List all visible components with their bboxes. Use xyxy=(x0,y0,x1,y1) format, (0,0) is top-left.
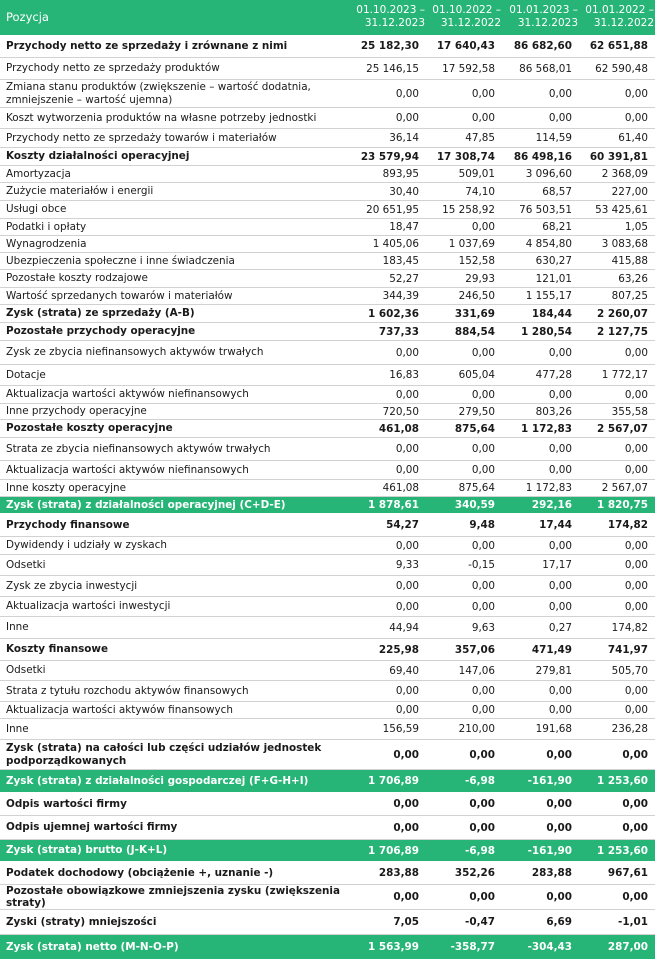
row-value: 23 579,94 xyxy=(360,150,419,163)
table-row xyxy=(0,438,655,461)
row-value: 279,81 xyxy=(535,664,572,677)
row-value: 292,16 xyxy=(531,499,572,511)
row-value: 0,00 xyxy=(546,798,572,810)
row-value: 287,00 xyxy=(607,941,648,953)
row-value: 0,00 xyxy=(548,539,572,552)
row-label: Przychody netto ze sprzedaży i zrównane z nimi xyxy=(6,39,288,52)
row-value: 76 503,51 xyxy=(519,203,572,216)
row-value: 0,00 xyxy=(395,443,419,455)
table-row xyxy=(0,719,655,740)
row-value: 61,40 xyxy=(618,132,648,144)
table-row xyxy=(0,935,655,960)
row-value: -358,77 xyxy=(450,941,495,953)
row-value: 246,50 xyxy=(458,290,495,302)
row-value: 4 854,80 xyxy=(525,238,572,250)
table-row xyxy=(0,862,655,885)
row-value: 0,00 xyxy=(395,388,419,401)
table-row xyxy=(0,840,655,862)
row-value: 0,00 xyxy=(548,388,572,401)
row-value: 0,00 xyxy=(624,685,648,697)
row-label: Aktualizacja wartości aktywów niefinansowych xyxy=(6,388,249,401)
row-label: Koszty działalności operacyjnej xyxy=(6,150,190,163)
row-value: 17 308,74 xyxy=(436,150,495,163)
table-row xyxy=(0,537,655,555)
row-value: 461,08 xyxy=(382,482,419,494)
row-value: 0,00 xyxy=(471,221,495,233)
row-value: 7,05 xyxy=(393,916,419,928)
row-label: Koszt wytworzenia produktów na własne potrzeby jednostki xyxy=(6,111,317,124)
row-label: Inne xyxy=(6,722,29,735)
row-value: 461,08 xyxy=(378,422,419,435)
table-row xyxy=(0,770,655,793)
row-value: 1 820,75 xyxy=(597,499,648,511)
row-value: 505,70 xyxy=(611,664,648,677)
row-value: 15 258,92 xyxy=(442,203,495,216)
row-value: 54,27 xyxy=(386,519,419,531)
row-label: Wynagrodzenia xyxy=(6,237,87,250)
row-value: 191,68 xyxy=(535,723,572,735)
row-value: 0,00 xyxy=(624,346,648,359)
table-row xyxy=(0,386,655,404)
row-label: Podatek dochodowy (obciążenie +, uznanie -) xyxy=(6,866,274,879)
row-value: 1 172,83 xyxy=(525,482,572,494)
row-label: Zysk (strata) na całości lub części udziałów jednostek podporządkowanych xyxy=(6,742,322,767)
row-value: 1 706,89 xyxy=(368,844,419,857)
header-period-q4-2022: 01.10.2022 – 31.12.2022 xyxy=(432,4,501,29)
row-value: 0,00 xyxy=(471,87,495,100)
row-value: 210,00 xyxy=(458,723,495,735)
row-value: 86 682,60 xyxy=(513,40,572,52)
row-value: 0,00 xyxy=(624,559,648,571)
row-value: 53 425,61 xyxy=(595,203,648,216)
row-value: 25 146,15 xyxy=(366,62,419,75)
row-value: 0,00 xyxy=(471,464,495,476)
row-value: 68,21 xyxy=(542,221,572,233)
row-value: 415,88 xyxy=(611,255,648,267)
table-row xyxy=(0,740,655,770)
row-label: Usługi obce xyxy=(6,203,67,216)
row-value: 0,00 xyxy=(395,464,419,476)
row-value: 17 640,43 xyxy=(436,40,495,52)
row-label: Zysk (strata) z działalności gospodarczej (F+G-H+I) xyxy=(6,774,309,787)
table-row xyxy=(0,323,655,341)
table-row xyxy=(0,497,655,514)
row-label: Zysk ze zbycia inwestycji xyxy=(6,579,138,592)
row-value: 344,39 xyxy=(382,290,419,302)
row-value: 0,00 xyxy=(393,748,419,761)
row-value: 0,00 xyxy=(395,704,419,716)
table-row xyxy=(0,148,655,166)
row-value: 156,59 xyxy=(382,723,419,735)
row-value: 2 567,07 xyxy=(601,482,648,494)
table-row xyxy=(0,270,655,288)
row-value: 0,00 xyxy=(622,798,648,810)
row-value: 20 651,95 xyxy=(366,203,419,216)
row-value: 184,44 xyxy=(531,307,572,320)
row-value: -6,98 xyxy=(465,775,495,787)
row-value: 30,40 xyxy=(389,185,419,198)
header-label: Pozycja xyxy=(6,10,49,24)
row-label: Zmiana stanu produktów (zwiększenie – wartość dodatnia, zmniejszenie – wartość ujemna) xyxy=(6,81,311,106)
row-value: 0,00 xyxy=(469,748,495,761)
row-value: 0,00 xyxy=(624,87,648,100)
row-value: 1 772,17 xyxy=(601,369,648,381)
row-value: 355,58 xyxy=(611,405,648,418)
row-value: 0,00 xyxy=(624,112,648,124)
row-value: 236,28 xyxy=(611,723,648,735)
table-row xyxy=(0,617,655,639)
row-value: 16,83 xyxy=(389,369,419,381)
table-row xyxy=(0,420,655,438)
row-value: 2 368,09 xyxy=(601,168,648,180)
row-label: Odsetki xyxy=(6,558,46,571)
row-value: 720,50 xyxy=(382,405,419,418)
row-label: Inne przychody operacyjne xyxy=(6,405,147,418)
table-row xyxy=(0,404,655,420)
row-value: 1,05 xyxy=(624,221,648,233)
row-value: 3 096,60 xyxy=(525,168,572,180)
row-value: 509,01 xyxy=(458,168,495,180)
row-value: 0,00 xyxy=(395,580,419,592)
table-row xyxy=(0,305,655,323)
row-value: 0,00 xyxy=(624,580,648,592)
row-label: Podatki i opłaty xyxy=(6,220,87,233)
row-value: 0,00 xyxy=(624,704,648,716)
table-row xyxy=(0,166,655,183)
row-value: 0,00 xyxy=(395,685,419,697)
table-row xyxy=(0,910,655,935)
row-value: 2 127,75 xyxy=(597,325,648,338)
row-value: 86 568,01 xyxy=(519,62,572,75)
row-value: 0,00 xyxy=(393,821,419,834)
row-value: 0,00 xyxy=(622,891,648,903)
row-label: Pozostałe koszty operacyjne xyxy=(6,422,173,435)
row-value: 352,26 xyxy=(454,867,495,879)
row-label: Przychody netto ze sprzedaży towarów i materiałów xyxy=(6,131,277,144)
table-row xyxy=(0,253,655,270)
row-value: 875,64 xyxy=(454,422,495,435)
row-value: 74,10 xyxy=(465,185,495,198)
row-value: 0,00 xyxy=(548,346,572,359)
row-value: 0,00 xyxy=(622,821,648,834)
table-row xyxy=(0,201,655,219)
row-value: 0,00 xyxy=(395,600,419,613)
row-value: 9,33 xyxy=(395,559,419,571)
row-value: 0,00 xyxy=(471,112,495,124)
row-label: Aktualizacja wartości aktywów finansowych xyxy=(6,703,233,716)
row-value: 63,26 xyxy=(618,272,648,285)
row-value: 0,00 xyxy=(471,443,495,455)
row-label: Ubezpieczenia społeczne i inne świadczenia xyxy=(6,254,235,267)
row-value: 6,69 xyxy=(546,916,572,928)
row-value: -0,47 xyxy=(465,916,495,928)
row-value: 1 878,61 xyxy=(368,499,419,511)
row-value: 17,44 xyxy=(539,519,572,531)
row-value: 52,27 xyxy=(389,272,419,285)
row-value: 331,69 xyxy=(454,307,495,320)
row-value: 340,59 xyxy=(454,499,495,511)
row-label: Aktualizacja wartości aktywów niefinansowych xyxy=(6,463,249,476)
row-value: 86 498,16 xyxy=(513,150,572,163)
row-value: 18,47 xyxy=(389,221,419,233)
table-row xyxy=(0,514,655,537)
row-value: 0,00 xyxy=(471,388,495,401)
row-value: 174,82 xyxy=(611,621,648,634)
row-value: 0,00 xyxy=(471,539,495,552)
row-value: -0,15 xyxy=(468,559,495,571)
table-row xyxy=(0,288,655,305)
table-row xyxy=(0,793,655,816)
row-label: Pozostałe obowiązkowe zmniejszenia zysku (zwiększenia straty) xyxy=(6,884,340,909)
row-value: 68,57 xyxy=(542,185,572,198)
row-value: 0,00 xyxy=(546,891,572,903)
row-value: 0,00 xyxy=(548,87,572,100)
row-value: 9,63 xyxy=(471,621,495,634)
row-value: 0,00 xyxy=(395,87,419,100)
row-value: 17,17 xyxy=(542,559,572,571)
row-value: 605,04 xyxy=(458,369,495,381)
row-label: Zysk (strata) ze sprzedaży (A-B) xyxy=(6,307,195,320)
row-value: 0,00 xyxy=(395,346,419,359)
row-value: 2 567,07 xyxy=(597,422,648,435)
row-value: 803,26 xyxy=(535,405,572,418)
row-value: 741,97 xyxy=(607,643,648,656)
row-value: 0,00 xyxy=(624,600,648,613)
row-value: 0,00 xyxy=(471,600,495,613)
row-value: 477,28 xyxy=(535,369,572,381)
table-row xyxy=(0,661,655,681)
header-period-q4-2023: 01.10.2023 – 31.12.2023 xyxy=(356,4,425,29)
row-label: Strata ze zbycia niefinansowych aktywów trwałych xyxy=(6,442,271,455)
row-value: 0,00 xyxy=(624,443,648,455)
row-value: 1 405,06 xyxy=(372,238,419,250)
row-value: 0,00 xyxy=(393,798,419,810)
row-value: 0,00 xyxy=(395,539,419,552)
row-value: 183,45 xyxy=(382,255,419,267)
row-label: Odpis ujemnej wartości firmy xyxy=(6,821,178,834)
row-value: 0,00 xyxy=(393,891,419,903)
row-value: 357,06 xyxy=(454,643,495,656)
table-row xyxy=(0,219,655,236)
header-period-year-2023: 01.01.2023 – 31.12.2023 xyxy=(509,4,578,29)
table-row xyxy=(0,555,655,576)
row-value: 283,88 xyxy=(378,867,419,879)
row-value: 1 602,36 xyxy=(368,307,419,320)
table-row xyxy=(0,80,655,108)
row-label: Inne koszty operacyjne xyxy=(6,481,127,494)
row-label: Zyski (straty) mniejszości xyxy=(6,915,157,928)
row-label: Zysk ze zbycia niefinansowych aktywów trwałych xyxy=(6,346,264,359)
row-value: 29,93 xyxy=(465,272,495,285)
table-row xyxy=(0,576,655,597)
row-label: Dotacje xyxy=(6,368,46,381)
row-value: -304,43 xyxy=(527,941,572,953)
row-value: 47,85 xyxy=(465,132,495,144)
row-value: 0,00 xyxy=(471,704,495,716)
row-value: -161,90 xyxy=(527,775,572,787)
table-row xyxy=(0,461,655,480)
row-value: 807,25 xyxy=(611,290,648,302)
table-row xyxy=(0,129,655,148)
row-value: 44,94 xyxy=(389,621,419,634)
table-header xyxy=(0,0,655,35)
table-row xyxy=(0,702,655,719)
row-label: Pozostałe przychody operacyjne xyxy=(6,325,196,338)
table-row xyxy=(0,885,655,910)
row-value: 0,00 xyxy=(471,580,495,592)
row-value: 1 172,83 xyxy=(521,422,572,435)
table-row xyxy=(0,365,655,386)
row-value: 227,00 xyxy=(611,185,648,198)
row-value: 1 155,17 xyxy=(525,290,572,302)
row-value: 1 280,54 xyxy=(521,325,572,338)
row-label: Aktualizacja wartości inwestycji xyxy=(6,600,171,613)
row-value: 147,06 xyxy=(458,664,495,677)
row-value: -1,01 xyxy=(618,916,648,928)
row-value: -6,98 xyxy=(465,844,495,857)
row-value: 1 563,99 xyxy=(368,941,419,953)
row-value: 174,82 xyxy=(607,519,648,531)
row-value: 0,00 xyxy=(622,748,648,761)
row-value: 3 083,68 xyxy=(601,238,648,250)
row-value: 0,00 xyxy=(624,388,648,401)
row-label: Amortyzacja xyxy=(6,167,71,180)
row-value: 737,33 xyxy=(378,325,419,338)
row-label: Wartość sprzedanych towarów i materiałów xyxy=(6,289,233,302)
row-value: 2 260,07 xyxy=(597,307,648,320)
row-value: 0,00 xyxy=(546,821,572,834)
row-value: 114,59 xyxy=(535,132,572,144)
row-value: -161,90 xyxy=(527,844,572,857)
row-label: Zużycie materiałów i energii xyxy=(6,185,154,198)
table-row xyxy=(0,681,655,702)
table-row xyxy=(0,108,655,129)
row-value: 0,00 xyxy=(548,443,572,455)
row-label: Inne xyxy=(6,621,29,634)
table-row xyxy=(0,480,655,497)
table-row xyxy=(0,341,655,365)
row-value: 893,95 xyxy=(382,168,419,180)
table-row xyxy=(0,236,655,253)
row-value: 0,00 xyxy=(548,464,572,476)
row-value: 279,50 xyxy=(458,405,495,418)
row-value: 283,88 xyxy=(531,867,572,879)
row-value: 0,00 xyxy=(548,112,572,124)
row-value: 0,00 xyxy=(395,112,419,124)
row-value: 471,49 xyxy=(531,643,572,656)
row-label: Przychody finansowe xyxy=(6,518,130,531)
row-value: 17 592,58 xyxy=(442,62,495,75)
row-label: Pozostałe koszty rodzajowe xyxy=(6,272,148,285)
table-row xyxy=(0,639,655,661)
row-value: 0,00 xyxy=(546,748,572,761)
row-value: 1 037,69 xyxy=(448,238,495,250)
row-value: 152,58 xyxy=(458,255,495,267)
row-value: 9,48 xyxy=(469,519,495,531)
row-value: 60 391,81 xyxy=(589,150,648,163)
row-label: Przychody netto ze sprzedaży produktów xyxy=(6,62,220,75)
row-value: 0,00 xyxy=(471,685,495,697)
row-value: 967,61 xyxy=(607,867,648,879)
table-row xyxy=(0,35,655,58)
row-value: 0,00 xyxy=(548,580,572,592)
row-value: 69,40 xyxy=(389,664,419,677)
row-value: 0,00 xyxy=(548,685,572,697)
row-value: 875,64 xyxy=(458,482,495,494)
row-label: Zysk (strata) z działalności operacyjnej (C+D-E) xyxy=(6,498,286,511)
table-row xyxy=(0,816,655,840)
row-value: 884,54 xyxy=(454,325,495,338)
row-value: 0,00 xyxy=(548,600,572,613)
row-value: 0,27 xyxy=(548,621,572,634)
table-row xyxy=(0,58,655,80)
row-value: 0,00 xyxy=(624,539,648,552)
row-value: 0,00 xyxy=(471,346,495,359)
row-label: Zysk (strata) netto (M-N-O-P) xyxy=(6,940,179,953)
row-value: 225,98 xyxy=(378,643,419,656)
row-value: 121,01 xyxy=(535,272,572,285)
row-value: 1 706,89 xyxy=(368,775,419,787)
row-value: 630,27 xyxy=(535,255,572,267)
row-value: 36,14 xyxy=(389,132,419,144)
row-label: Strata z tytułu rozchodu aktywów finansowych xyxy=(6,684,249,697)
row-value: 0,00 xyxy=(469,798,495,810)
row-value: 0,00 xyxy=(624,464,648,476)
row-label: Dywidendy i udziały w zyskach xyxy=(6,539,167,552)
row-value: 0,00 xyxy=(469,821,495,834)
row-value: 62 590,48 xyxy=(595,62,648,75)
header-period-year-2022: 01.01.2022 – 31.12.2022 xyxy=(585,4,654,29)
row-value: 1 253,60 xyxy=(597,844,648,857)
row-value: 1 253,60 xyxy=(597,775,648,787)
row-value: 0,00 xyxy=(548,704,572,716)
table-row xyxy=(0,597,655,617)
row-label: Odpis wartości firmy xyxy=(6,797,127,810)
row-value: 0,00 xyxy=(469,891,495,903)
row-label: Koszty finansowe xyxy=(6,643,109,656)
row-value: 62 651,88 xyxy=(589,40,648,52)
row-value: 25 182,30 xyxy=(360,40,419,52)
row-label: Zysk (strata) brutto (J-K+L) xyxy=(6,844,168,857)
row-label: Odsetki xyxy=(6,664,46,677)
table-row xyxy=(0,183,655,201)
